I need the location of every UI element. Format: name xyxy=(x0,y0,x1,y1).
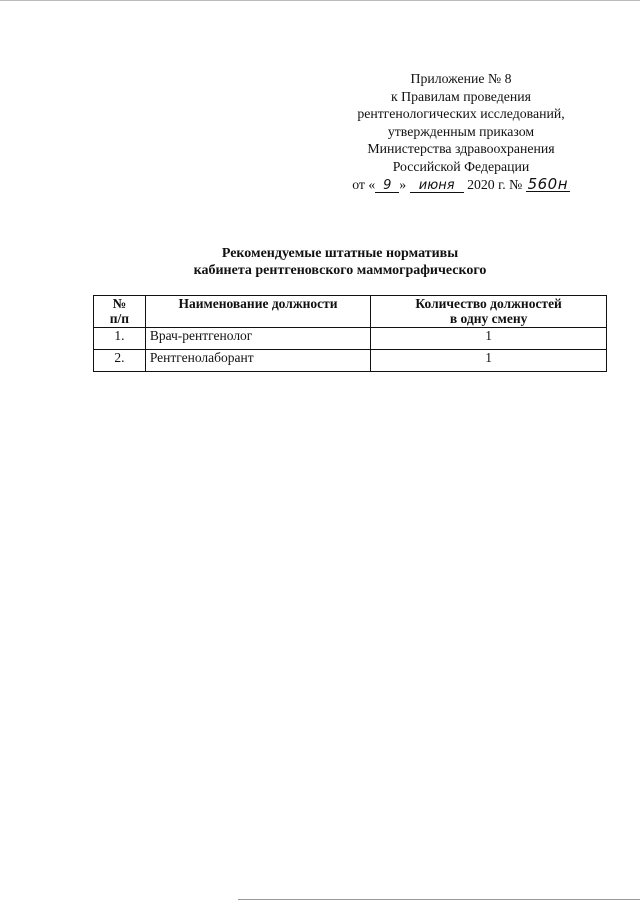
date-mid: » xyxy=(399,176,407,192)
table-row xyxy=(94,350,607,372)
staffing-table xyxy=(93,295,607,372)
date-year: 2020 г. № xyxy=(467,176,523,192)
handwritten-order-number: 560н xyxy=(527,174,568,193)
appendix-line: к Правилам проведения xyxy=(390,88,532,104)
handwritten-day: 9 xyxy=(375,179,399,193)
order-date-line xyxy=(300,176,622,194)
row-position-count: 1 xyxy=(371,350,607,372)
row-position-name: Врач-рентгенолог xyxy=(145,328,370,350)
header-count-line-2: в одну смену xyxy=(449,311,528,326)
title-line-1: Рекомендуемые штатные нормативы xyxy=(221,246,459,261)
table-row xyxy=(94,328,607,350)
title-line-2: кабинета рентгеновского маммографического xyxy=(193,263,487,278)
header-number xyxy=(94,296,146,328)
appendix-line: рентгенологических исследований, xyxy=(357,106,565,122)
table-header-row xyxy=(94,296,607,328)
header-position-count xyxy=(371,296,607,328)
header-position-name: Наименование должности xyxy=(145,296,370,328)
header-number-abbr: п/п xyxy=(109,311,130,326)
appendix-header xyxy=(300,70,622,193)
document-title xyxy=(40,245,640,279)
page-bottom-edge xyxy=(238,899,640,900)
row-number: 2. xyxy=(94,350,146,372)
header-number-symbol: № xyxy=(112,296,127,311)
appendix-line: Министерства здравоохранения xyxy=(367,141,555,157)
appendix-line: утвержденным приказом xyxy=(387,123,535,139)
handwritten-month: июня xyxy=(410,179,464,193)
row-position-count: 1 xyxy=(371,328,607,350)
page-top-edge xyxy=(0,0,640,4)
row-position-name: Рентгенолаборант xyxy=(145,350,370,372)
header-count-line-1: Количество должностей xyxy=(415,296,562,311)
appendix-line: Российской Федерации xyxy=(392,158,530,174)
appendix-line: Приложение № 8 xyxy=(410,71,512,86)
date-prefix: от « xyxy=(352,176,376,192)
row-number: 1. xyxy=(94,328,146,350)
